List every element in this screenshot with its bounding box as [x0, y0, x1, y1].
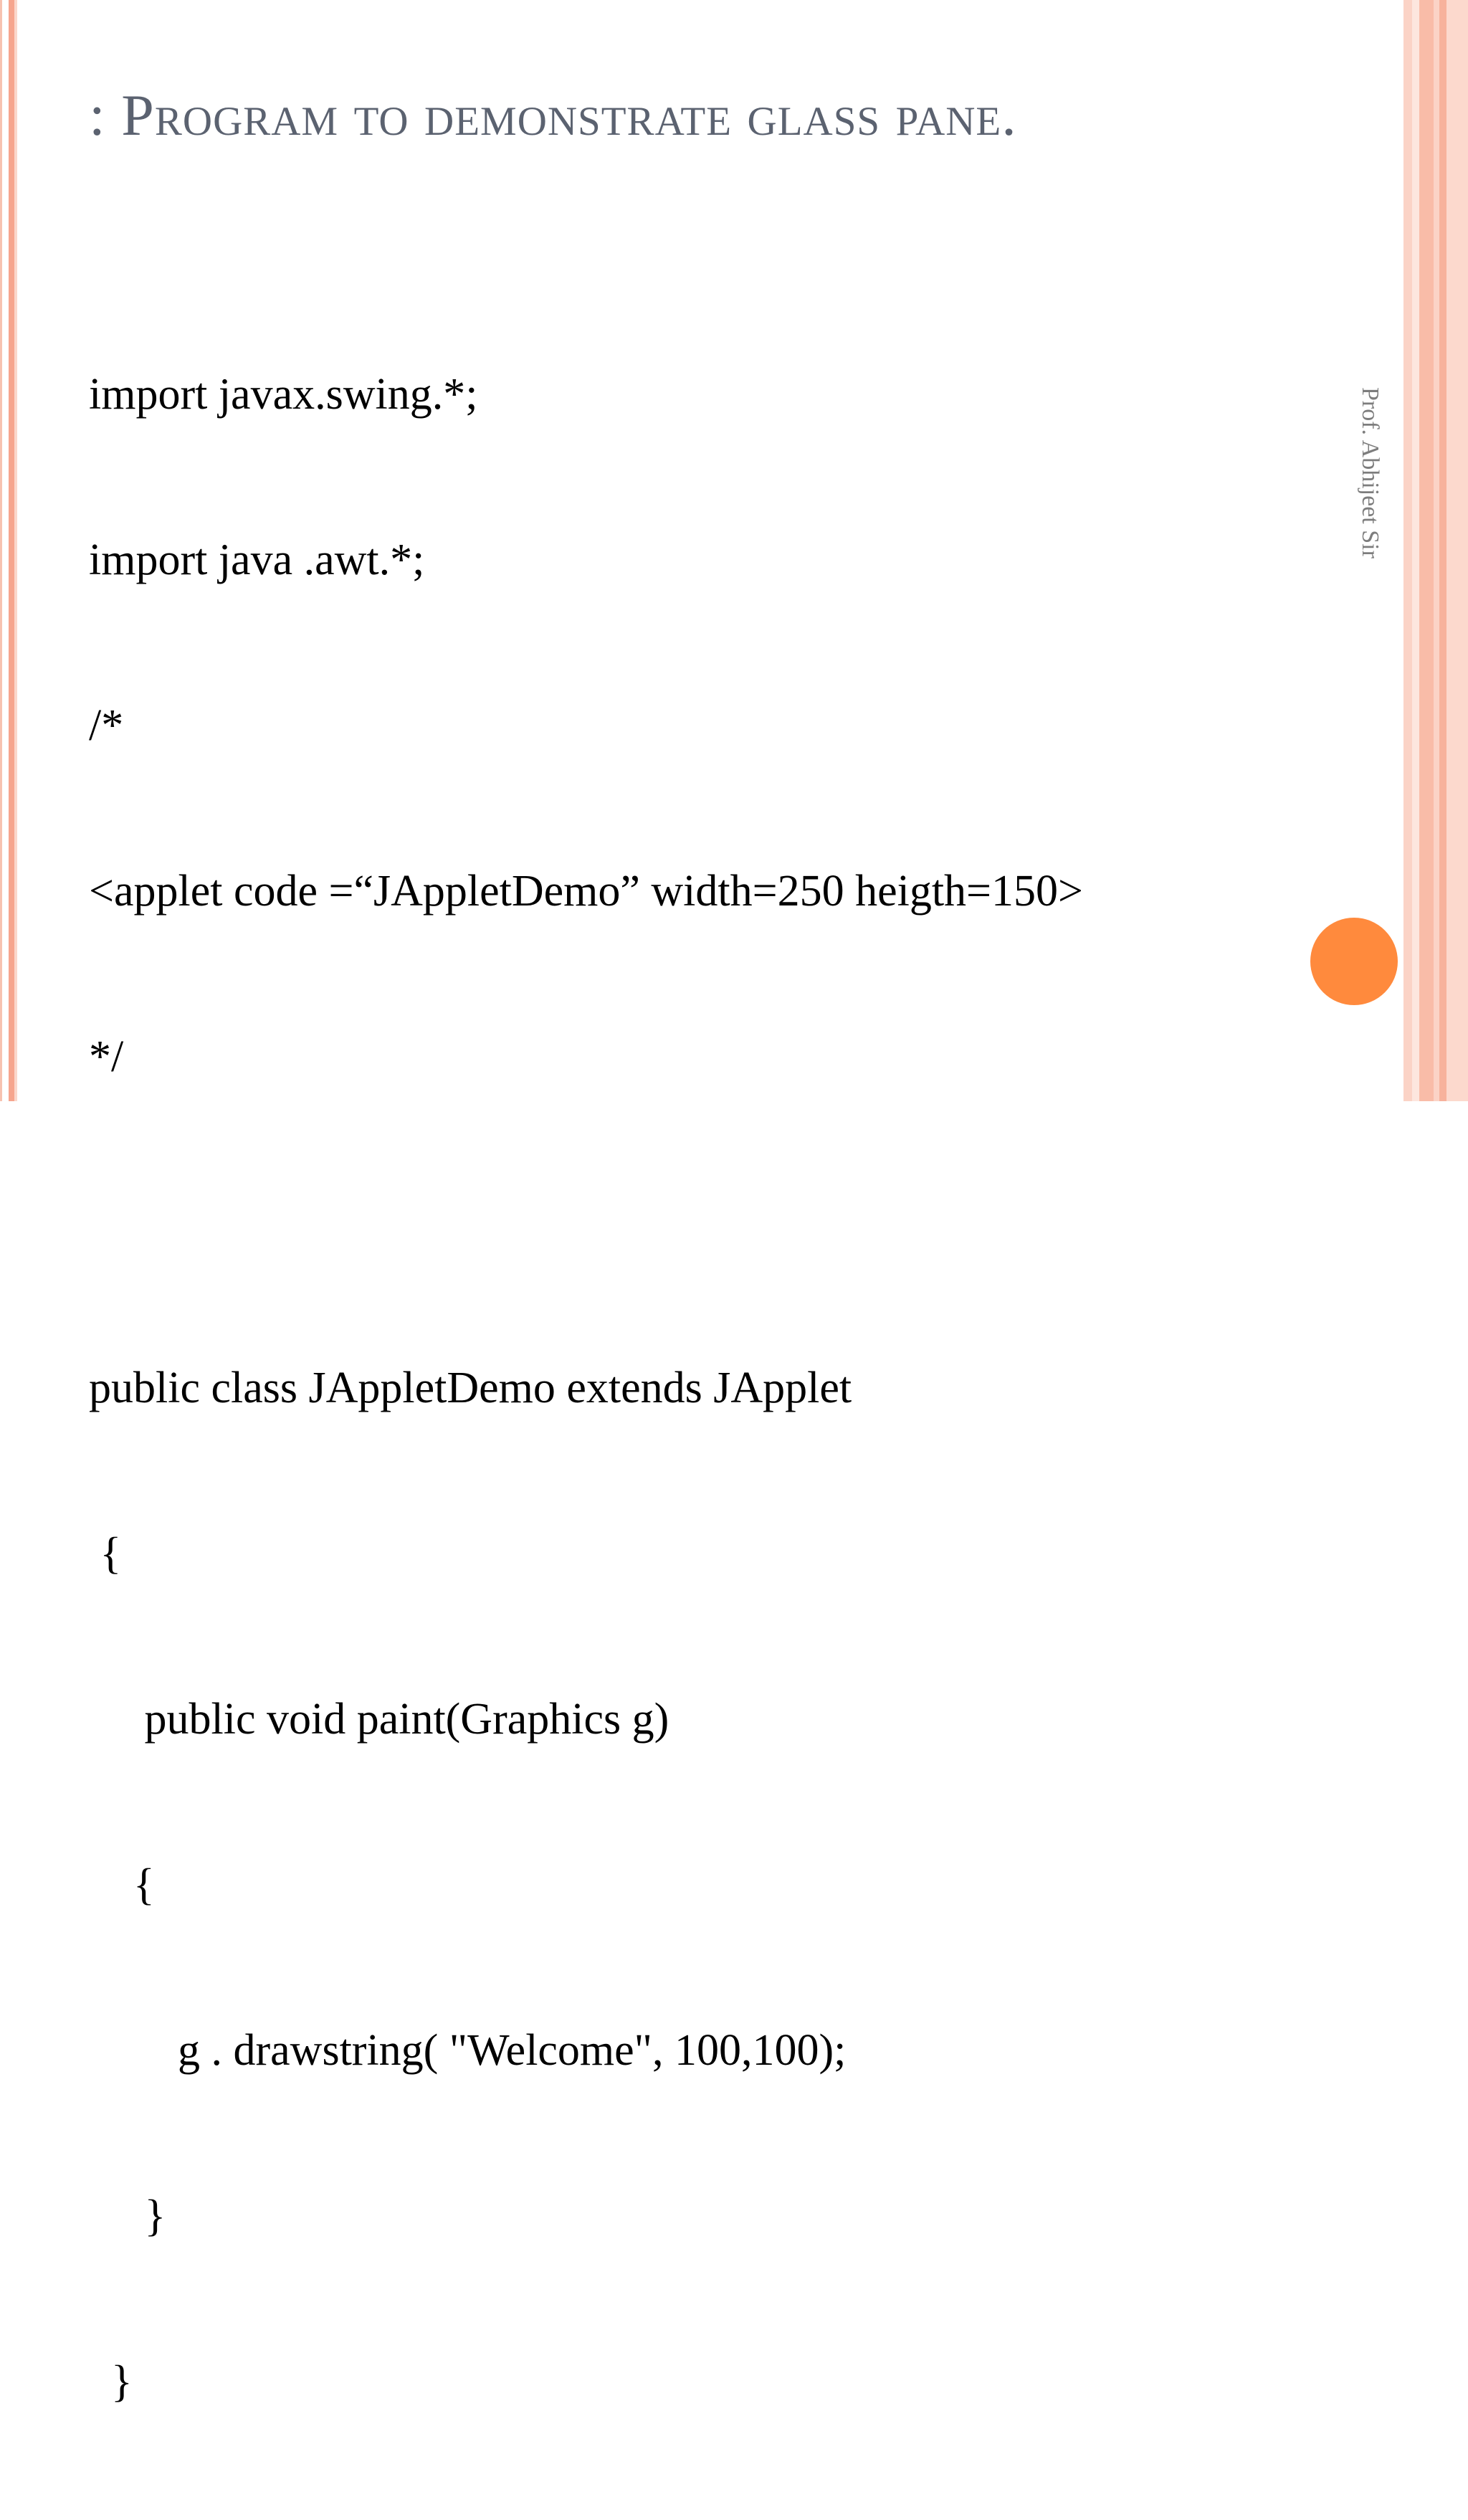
right-border-stripe [1434, 0, 1439, 1101]
left-border-stripe [0, 0, 2, 1101]
code-line: { [89, 1529, 122, 1578]
right-border-stripe [1439, 0, 1446, 1101]
code-line [89, 1195, 1250, 1250]
right-border-stripe [1446, 0, 1468, 1101]
code-line: import javax.swing.*; [89, 370, 478, 419]
code-block [89, 257, 1250, 2520]
author-credit: Prof. Abhijeet Sir [1357, 387, 1383, 558]
slide-title: : Program to demonstrate glass pane. [89, 82, 1017, 148]
code-line: g . drawstring( "Welcome", 100,100); [89, 2026, 847, 2075]
code-line: /* [89, 701, 124, 750]
decorative-circle [1310, 918, 1398, 1005]
code-line: } [89, 2357, 133, 2406]
left-border-stripe [9, 0, 14, 1101]
code-line: public class JAppletDemo extends JApplet [89, 1364, 852, 1412]
code-line: { [89, 1860, 155, 1909]
right-border-stripe [1419, 0, 1434, 1101]
code-line: <applet code =“JAppletDemo” width=250 heigth=150> [89, 867, 1083, 916]
right-border-stripe [1403, 0, 1412, 1101]
right-border-stripe [1412, 0, 1419, 1101]
left-border-stripe [14, 0, 17, 1101]
code-line: import java .awt.*; [89, 536, 425, 584]
code-line: public void paint(Graphics g) [89, 1695, 669, 1744]
code-line: } [89, 2192, 166, 2240]
code-line: */ [89, 1032, 124, 1081]
